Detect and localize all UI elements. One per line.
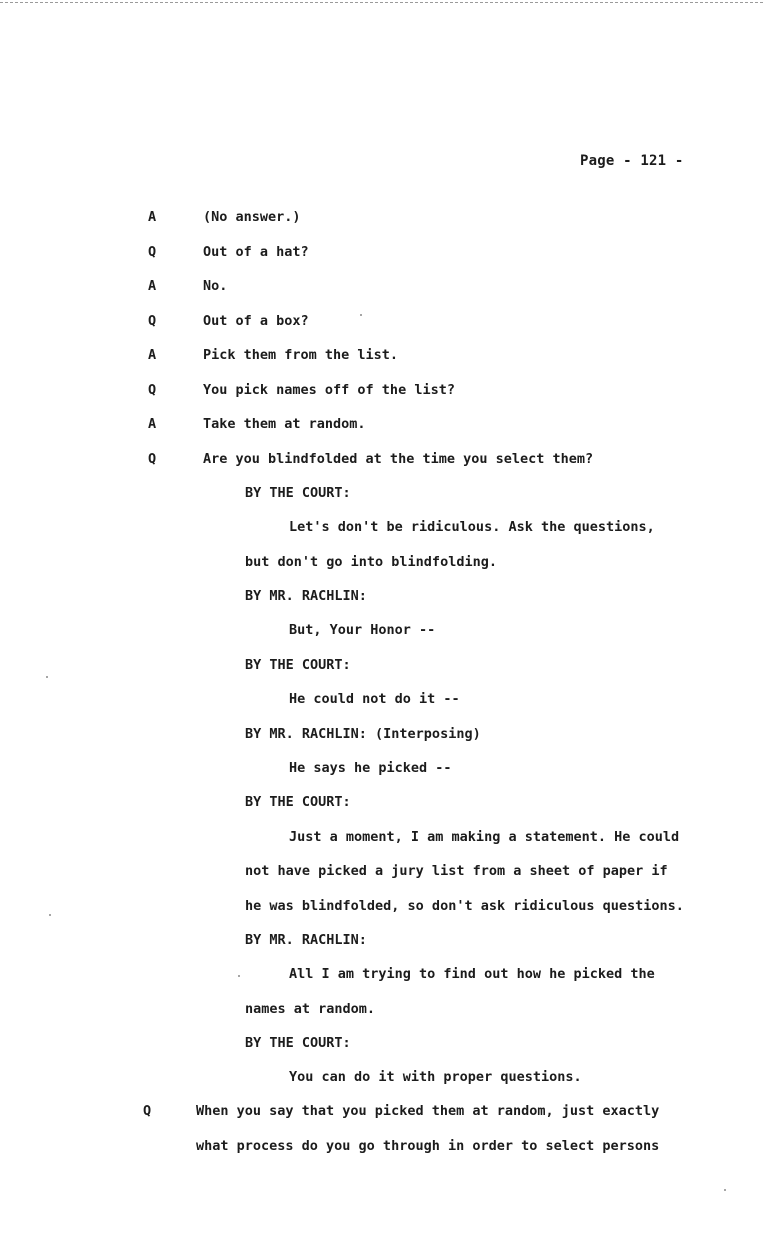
speaker-label: A xyxy=(148,347,157,363)
speaker-label: Q xyxy=(148,244,157,260)
scan-speck xyxy=(46,676,48,678)
testimony-line: You pick names off of the list? xyxy=(203,382,455,398)
colloquy-line: All I am trying to find out how he picked the xyxy=(289,966,655,982)
colloquy-line: not have picked a jury list from a sheet of paper if xyxy=(245,863,668,879)
speaker-label: A xyxy=(148,209,157,225)
scan-speck xyxy=(724,1189,726,1191)
speaker-label: Q xyxy=(143,1103,152,1119)
colloquy-heading: BY THE COURT: xyxy=(245,657,351,673)
testimony-line: Take them at random. xyxy=(203,416,366,432)
colloquy-heading: BY MR. RACHLIN: xyxy=(245,588,367,604)
colloquy-heading: BY MR. RACHLIN: (Interposing) xyxy=(245,726,481,742)
colloquy-heading: BY MR. RACHLIN: xyxy=(245,932,367,948)
scan-speck xyxy=(49,914,51,916)
colloquy-line: Let's don't be ridiculous. Ask the questions, xyxy=(289,519,655,535)
testimony-line: what process do you go through in order to select persons xyxy=(196,1138,660,1154)
colloquy-line: He says he picked -- xyxy=(289,760,452,776)
colloquy-line: Just a moment, I am making a statement. He could xyxy=(289,829,680,845)
testimony-line: (No answer.) xyxy=(203,209,301,225)
colloquy-heading: BY THE COURT: xyxy=(245,1035,351,1051)
speaker-label: A xyxy=(148,278,157,294)
speaker-label: Q xyxy=(148,451,157,467)
colloquy-line: he was blindfolded, so don't ask ridiculous questions. xyxy=(245,898,684,914)
colloquy-line: You can do it with proper questions. xyxy=(289,1069,582,1085)
testimony-line: When you say that you picked them at random, just exactly xyxy=(196,1103,660,1119)
scan-speck xyxy=(360,314,362,316)
page-top-edge xyxy=(0,2,763,3)
speaker-label: A xyxy=(148,416,157,432)
colloquy-line: but don't go into blindfolding. xyxy=(245,554,497,570)
page-number: Page - 121 - xyxy=(580,153,684,169)
speaker-label: Q xyxy=(148,313,157,329)
colloquy-line: He could not do it -- xyxy=(289,691,460,707)
testimony-line: Are you blindfolded at the time you select them? xyxy=(203,451,594,467)
colloquy-line: But, Your Honor -- xyxy=(289,622,436,638)
testimony-line: Out of a box? xyxy=(203,313,309,329)
colloquy-heading: BY THE COURT: xyxy=(245,794,351,810)
testimony-line: Out of a hat? xyxy=(203,244,309,260)
scan-speck xyxy=(238,975,240,977)
speaker-label: Q xyxy=(148,382,157,398)
testimony-line: Pick them from the list. xyxy=(203,347,399,363)
testimony-line: No. xyxy=(203,278,228,294)
colloquy-line: names at random. xyxy=(245,1001,376,1017)
colloquy-heading: BY THE COURT: xyxy=(245,485,351,501)
